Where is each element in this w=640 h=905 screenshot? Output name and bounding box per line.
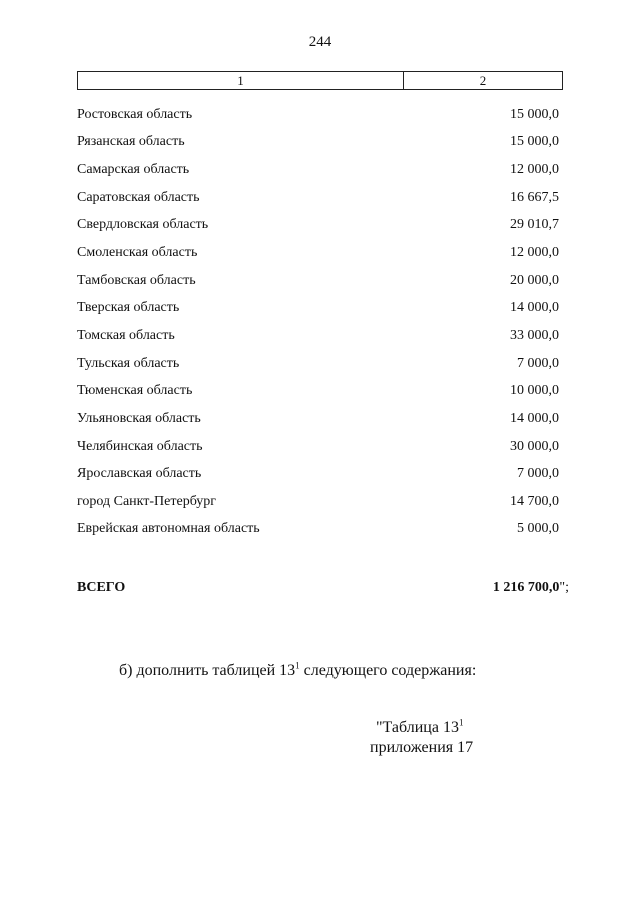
table-row <box>77 433 559 461</box>
table-row <box>77 405 559 433</box>
table-row <box>77 239 559 267</box>
region-name: Самарская область <box>77 162 190 178</box>
table-row <box>77 156 559 184</box>
region-name: Тульская область <box>77 355 180 371</box>
amendment-text <box>119 662 476 680</box>
table-row <box>77 129 559 157</box>
table-row <box>77 267 559 295</box>
page-number: 244 <box>308 34 332 50</box>
region-name: Саратовская область <box>77 189 200 205</box>
region-value: 33 000,0 <box>510 327 559 343</box>
region-value: 16 667,5 <box>510 189 559 205</box>
table-row <box>77 212 559 240</box>
region-value: 30 000,0 <box>510 438 559 454</box>
total-row <box>77 580 569 596</box>
table-row <box>77 350 559 378</box>
region-value: 5 000,0 <box>517 521 559 537</box>
region-value: 12 000,0 <box>510 245 559 261</box>
closing-quote: "; <box>559 580 569 595</box>
table-row <box>77 516 559 544</box>
region-value: 29 010,7 <box>510 217 559 233</box>
region-name: Тверская область <box>77 300 180 316</box>
new-table-title-text: "Таблица 13 <box>376 719 459 736</box>
region-name: Ярославская область <box>77 466 202 482</box>
region-value: 15 000,0 <box>510 134 559 150</box>
region-name: Томская область <box>77 327 175 343</box>
region-name: Ульяновская область <box>77 410 201 426</box>
column-header-2: 2 <box>479 72 487 88</box>
new-table-title-line2: приложения 17 <box>370 739 474 756</box>
region-name: Рязанская область <box>77 134 185 150</box>
table-row <box>77 322 559 350</box>
table-row <box>77 488 559 516</box>
region-name: Смоленская область <box>77 245 198 261</box>
total-value: 1 216 700,0 <box>492 580 560 595</box>
amendment-text-before: б) дополнить таблицей 13 <box>119 662 296 679</box>
table-row <box>77 294 559 322</box>
region-name: город Санкт-Петербург <box>77 493 217 509</box>
region-name: Свердловская область <box>77 217 209 233</box>
region-value: 12 000,0 <box>510 162 559 178</box>
new-table-title <box>370 717 474 758</box>
region-value: 15 000,0 <box>510 106 559 122</box>
column-header-1: 1 <box>78 72 404 89</box>
amendment-text-after: следующего содержания: <box>299 662 477 679</box>
region-name: Тюменская область <box>77 383 193 399</box>
table-row <box>77 377 559 405</box>
region-value: 7 000,0 <box>517 466 559 482</box>
region-name: Тамбовская область <box>77 272 196 288</box>
table-row <box>77 101 559 129</box>
table-column-header <box>77 71 563 90</box>
total-label: ВСЕГО <box>77 580 126 595</box>
region-name: Еврейская автономная область <box>77 521 260 537</box>
region-table <box>77 101 559 543</box>
region-value: 20 000,0 <box>510 272 559 288</box>
amendment-superscript: 1 <box>295 660 300 671</box>
region-value: 7 000,0 <box>517 355 559 371</box>
region-value: 10 000,0 <box>510 383 559 399</box>
region-name: Челябинская область <box>77 438 203 454</box>
region-value: 14 700,0 <box>510 493 559 509</box>
new-table-title-line1 <box>376 719 463 736</box>
table-row <box>77 184 559 212</box>
total-value-wrap <box>493 580 569 596</box>
new-table-title-superscript: 1 <box>458 717 464 728</box>
region-value: 14 000,0 <box>510 300 559 316</box>
region-name: Ростовская область <box>77 106 193 122</box>
table-row <box>77 460 559 488</box>
region-value: 14 000,0 <box>510 410 559 426</box>
